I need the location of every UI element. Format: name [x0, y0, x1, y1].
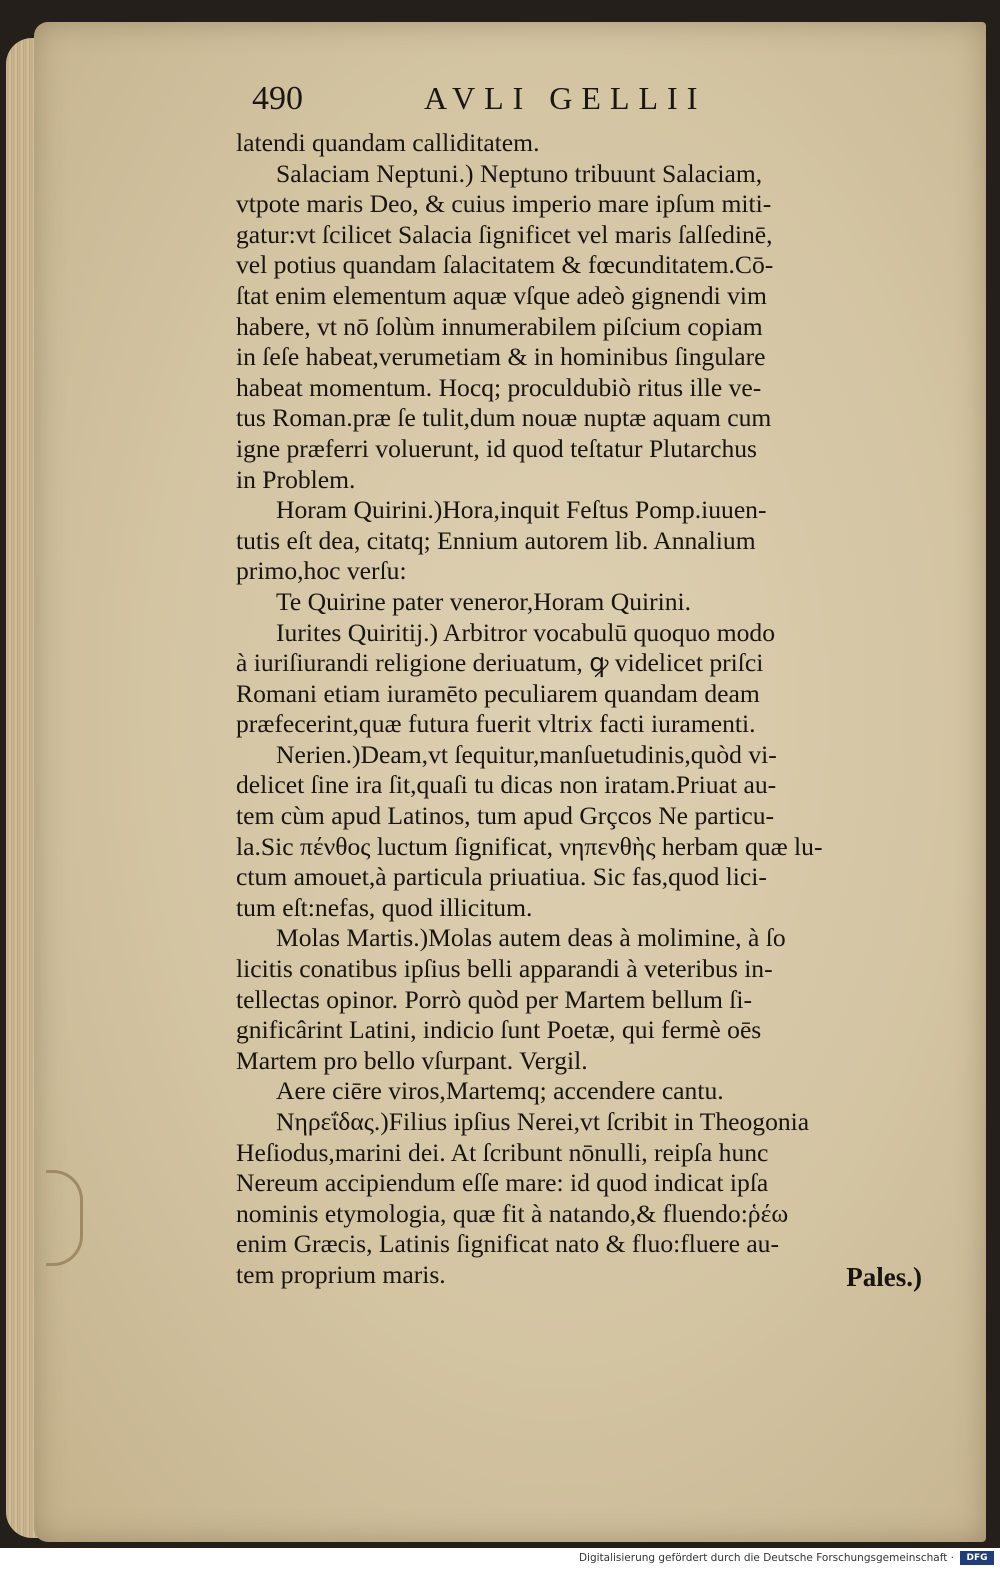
- body-text: [236, 128, 926, 1291]
- text-line: ctum amouet,à particula priuatiua. Sic fas,quod lici-: [236, 862, 767, 892]
- text-line: tellectas opinor. Porrò quòd per Martem bellum ſi-: [236, 984, 753, 1014]
- text-line: in Problem.: [236, 464, 356, 494]
- digitization-note: Digitalisierung gefördert durch die Deutsche Forschungsgemeinschaft ·: [578, 1552, 954, 1564]
- text-line: Iurites Quiritij.) Arbitror vocabulū quoquo modo: [276, 617, 776, 647]
- footer-bar: [0, 1548, 1000, 1570]
- text-line: habeat momentum. Hocq; proculdubiò ritus ille ve-: [236, 372, 762, 402]
- text-line: tem cùm apud Latinos, tum apud Grçcos Ne particu-: [236, 801, 775, 831]
- text-line: à iuriſiurandi religione deriuatum, ꝙ videlicet priſci: [236, 648, 764, 678]
- text-line: Salaciam Neptuni.) Neptuno tribuunt Salaciam,: [276, 158, 763, 188]
- text-line: latendi quandam calliditatem.: [236, 128, 540, 157]
- text-line: tem proprium maris.: [236, 1259, 446, 1289]
- text-line: in ſeſe habeat,verumetiam & in hominibus ſingulare: [236, 342, 766, 372]
- page-header: [252, 80, 812, 120]
- text-line: Romani etiam iuramēto peculiarem quandam deam: [236, 678, 760, 708]
- text-line: ſtat enim elementum aquæ vſque adeò gignendi vim: [236, 280, 767, 310]
- page-clip-mark: [46, 1170, 83, 1266]
- dfg-logo: DFG: [960, 1551, 994, 1565]
- text-line: Horam Quirini.)Hora,inquit Feſtus Pomp.iuuen-: [276, 495, 767, 525]
- text-line: vtpote maris Deo, & cuius imperio mare ipſum miti-: [236, 189, 772, 219]
- text-line: Heſiodus,marini dei. At ſcribunt nōnulli, reipſa hunc: [236, 1137, 769, 1167]
- text-line: tus Roman.præ ſe tulit,dum nouæ nuptæ aquam cum: [236, 403, 772, 433]
- text-line: primo,hoc verſu:: [236, 556, 407, 586]
- text-line: tutis eſt dea, citatq; Ennium autorem lib. Annalium: [236, 525, 756, 555]
- page-number: 490: [252, 80, 303, 117]
- text-line: Martem pro bello vſurpant. Vergil.: [236, 1045, 588, 1075]
- text-line: vel potius quandam ſalacitatem & fœcunditatem.Cō-: [236, 250, 774, 280]
- text-line: Nerien.)Deam,vt ſequitur,manſuetudinis,quòd vi-: [276, 739, 777, 769]
- text-line: licitis conatibus ipſius belli apparandi à veteribus in-: [236, 954, 773, 984]
- text-line: præfecerint,quæ futura fuerit vltrix facti iuramenti.: [236, 709, 756, 739]
- text-line: gnificârint Latini, indicio ſunt Poetæ, qui fermè oēs: [236, 1015, 762, 1045]
- text-line: Aere ciēre viros,Martemq; accendere cantu.: [276, 1076, 724, 1106]
- text-line: la.Sic πένθος luctum ſignificat, νηπενθὴς herbam quæ lu-: [236, 831, 823, 861]
- text-line: igne præferri voluerunt, id quod teſtatur Plutarchus: [236, 433, 757, 463]
- running-head: AVLI GELLII: [424, 80, 707, 116]
- text-line: Nereum accipiendum eſſe mare: id quod indicat ipſa: [236, 1168, 769, 1198]
- text-line: tum eſt:nefas, quod illicitum.: [236, 892, 533, 922]
- text-line: Molas Martis.)Molas autem deas à molimine, à ſo: [276, 923, 786, 953]
- text-line: gatur:vt ſcilicet Salacia ſignificet vel maris ſalſedinē,: [236, 219, 773, 249]
- text-line: delicet ſine ira ſit,quaſi tu dicas non iratam.Priuat au-: [236, 770, 777, 800]
- catchword: Pales.): [846, 1262, 922, 1292]
- text-line: nominis etymologia, quæ fit à natando,& fluendo:ῥέω: [236, 1198, 789, 1228]
- text-line: Νηρεΐδας.)Filius ipſius Nerei,vt ſcribit in Theogonia: [276, 1107, 810, 1136]
- text-line: Te Quirine pater veneror,Horam Quirini.: [276, 586, 692, 616]
- text-line: enim Græcis, Latinis ſignificat nato & fluo:fluere au-: [236, 1229, 780, 1259]
- text-line: habere, vt nō ſolùm innumerabilem piſcium copiam: [236, 311, 763, 341]
